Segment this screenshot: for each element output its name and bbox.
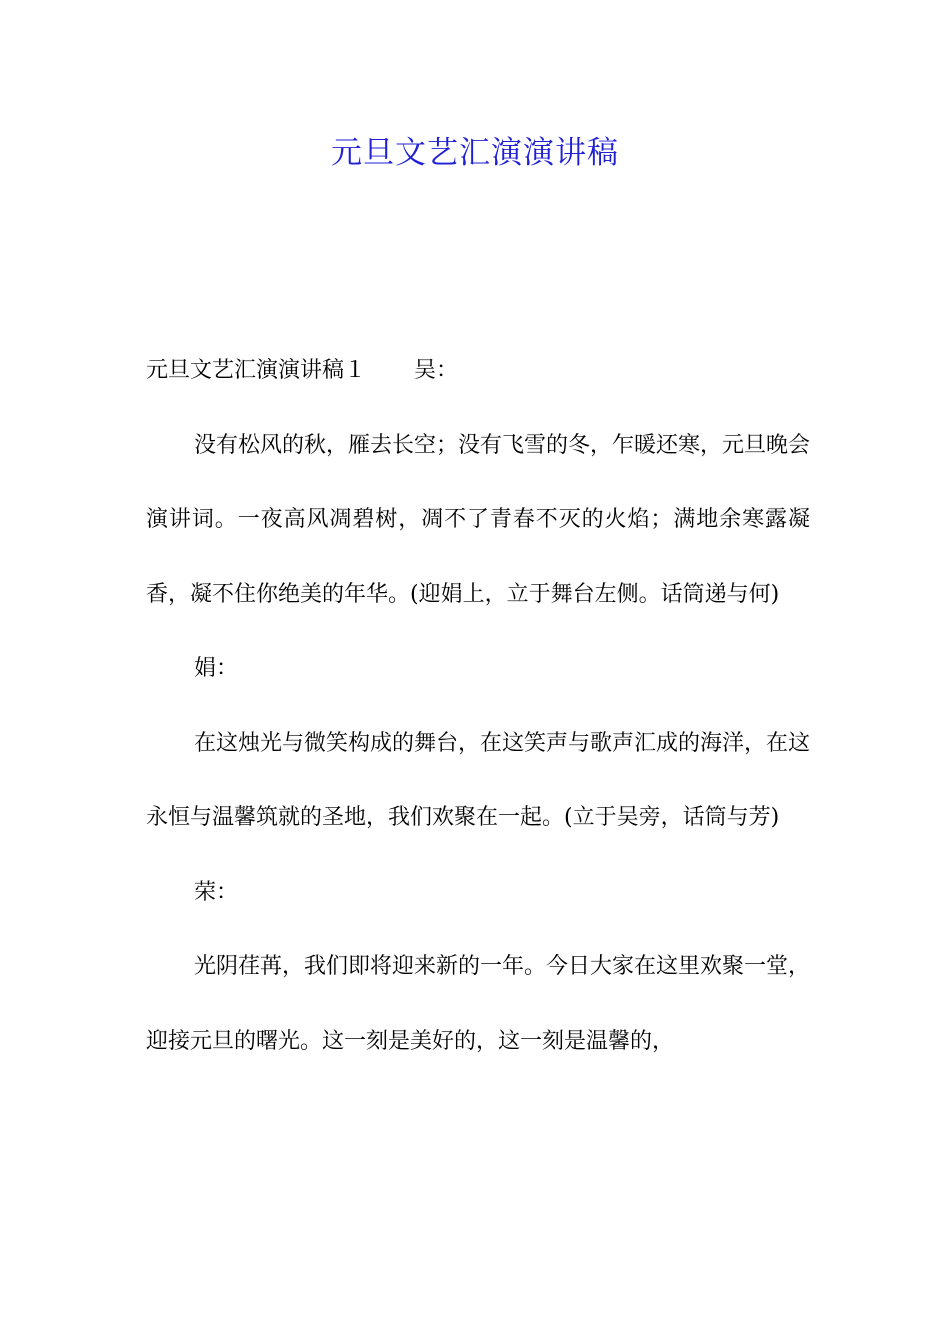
speaker-label: 荣： [194,879,239,905]
heading-line [146,334,810,409]
paragraph: 没有松风的秋，雁去长空；没有飞雪的冬，乍暖还寒，元旦晚会演讲词。一夜高风凋碧树，凋不了青春不灭的火焰；满地余寒露凝香，凝不住你绝美的年华。(迎娟上，立于舞台左侧。话筒递与何) [146,432,811,607]
paragraph: 光阴荏苒，我们即将迎来新的一年。今日大家在这里欢聚一堂，迎接元旦的曙光。这一刻是美好的，这一刻是温馨的， [146,954,811,1054]
heading-line-speaker: 吴： [414,358,459,383]
heading-line-label: 元旦文艺汇演演讲稿１ [146,358,367,383]
document-body [146,334,810,1079]
speaker-label: 娟： [194,656,239,681]
document-title: 元旦文艺汇演演讲稿 [331,135,619,171]
paragraph: 在这烛光与微笑构成的舞台，在这笑声与歌声汇成的海洋，在这永恒与温馨筑就的圣地，我们欢聚在一起。(立于吴旁，话筒与芳) [146,730,811,830]
